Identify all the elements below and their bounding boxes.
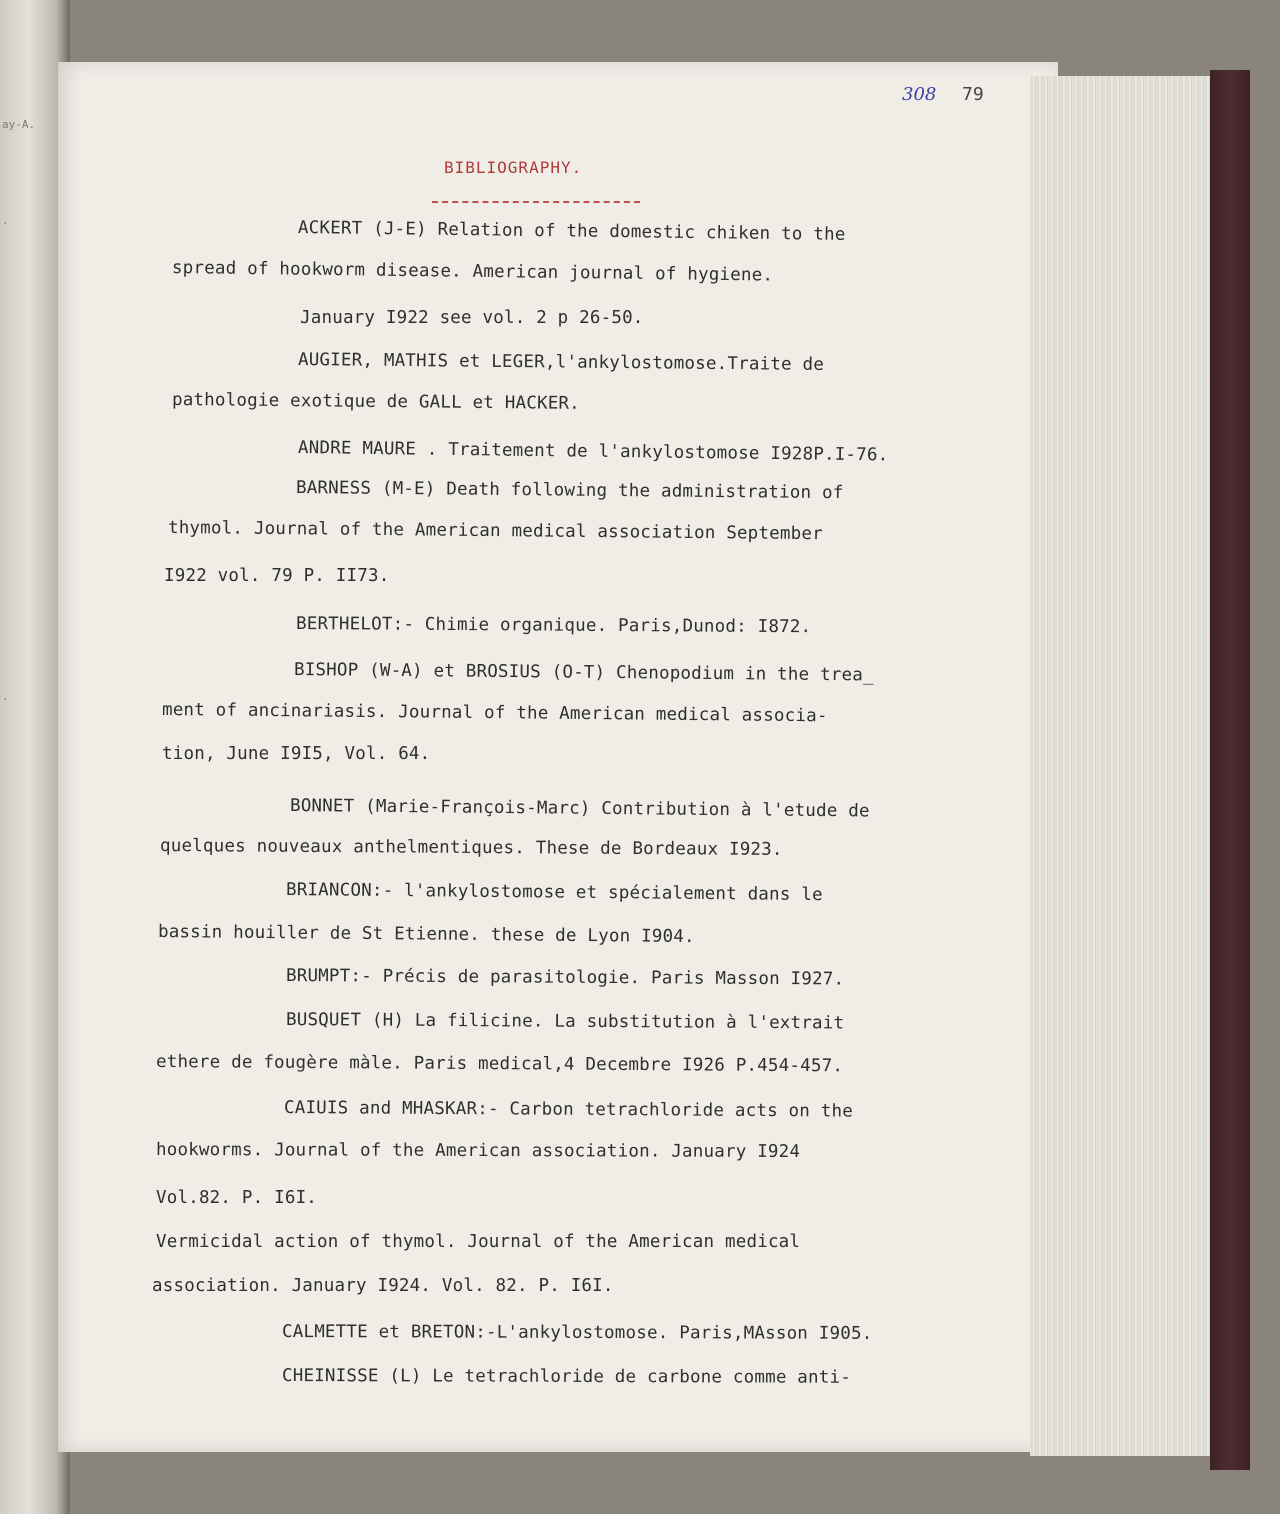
bibliography-line: tion, June I9I5, Vol. 64.: [162, 744, 431, 764]
bibliography-line: spread of hookworm disease. American journal of hygiene.: [171, 258, 774, 286]
page-edges: [1030, 76, 1220, 1456]
bibliography-line: CHEINISSE (L) Le tetrachloride de carbone comme anti-: [281, 1366, 852, 1388]
bibliography-line: hookworms. Journal of the American association. January I924: [155, 1140, 801, 1163]
bibliography-line: January I922 see vol. 2 p 26-50.: [300, 308, 644, 328]
bibliography-line: AUGIER, MATHIS et LEGER,l'ankylostomose.Traite de: [297, 350, 825, 375]
book-binding: [1210, 70, 1250, 1470]
bibliography-line: CALMETTE et BRETON:-L'ankylostomose. Paris,MAsson I905.: [281, 1322, 873, 1344]
typed-page-number: 79: [962, 84, 984, 105]
bibliography-line: ethere de fougère màle. Paris medical,4 Decembre I926 P.454-457.: [155, 1052, 844, 1077]
bibliography-line: bassin houiller de St Etienne. these de Lyon I904.: [157, 922, 695, 948]
bibliography-line: ment of ancinariasis. Journal of the American medical associa-: [161, 700, 828, 727]
left-page-fragment: ay-A.: [2, 118, 36, 131]
bibliography-line: pathologie exotique de GALL et HACKER.: [171, 390, 581, 414]
bibliography-line: BUSQUET (H) La filicine. La substitution à l'extrait: [285, 1010, 845, 1034]
bibliography-line: BRIANCON:- l'ankylostomose et spécialement dans le: [285, 880, 823, 906]
bibliography-line: BISHOP (W-A) et BROSIUS (O-T) Chenopodium in the trea_: [293, 660, 874, 686]
left-page-fragment: .: [2, 690, 9, 703]
heading-underline: [432, 201, 640, 203]
bibliography-line: Vermicidal action of thymol. Journal of the American medical: [156, 1232, 801, 1252]
bibliography-line: Vol.82. P. I6I.: [156, 1188, 318, 1208]
bibliography-line: quelques nouveaux anthelmentiques. These de Bordeaux I923.: [159, 836, 783, 860]
bibliography-line: BONNET (Marie-François-Marc) Contribution à l'etude de: [289, 796, 870, 822]
bibliography-line: association. January I924. Vol. 82. P. I6I.: [152, 1276, 614, 1296]
bibliography-heading: BIBLIOGRAPHY.: [444, 158, 583, 177]
bibliography-line: thymol. Journal of the American medical association September: [167, 518, 823, 545]
handwritten-page-number: 308: [902, 84, 937, 105]
bibliography-line: BARNESS (M-E) Death following the administration of: [295, 478, 844, 504]
bibliography-line: BRUMPT:- Précis de parasitologie. Paris Masson I927.: [285, 966, 845, 990]
bibliography-line: ACKERT (J-E) Relation of the domestic chiken to the: [297, 218, 846, 245]
left-page-fragment: .: [2, 214, 9, 227]
bibliography-line: BERTHELOT:- Chimie organique. Paris,Dunod: I872.: [295, 614, 812, 638]
bibliography-line: ANDRE MAURE . Traitement de l'ankylostomose I928P.I-76.: [297, 438, 889, 466]
bibliography-line: CAIUIS and MHASKAR:- Carbon tetrachloride acts on the: [283, 1098, 854, 1122]
bibliography-line: I922 vol. 79 P. II73.: [164, 566, 390, 586]
